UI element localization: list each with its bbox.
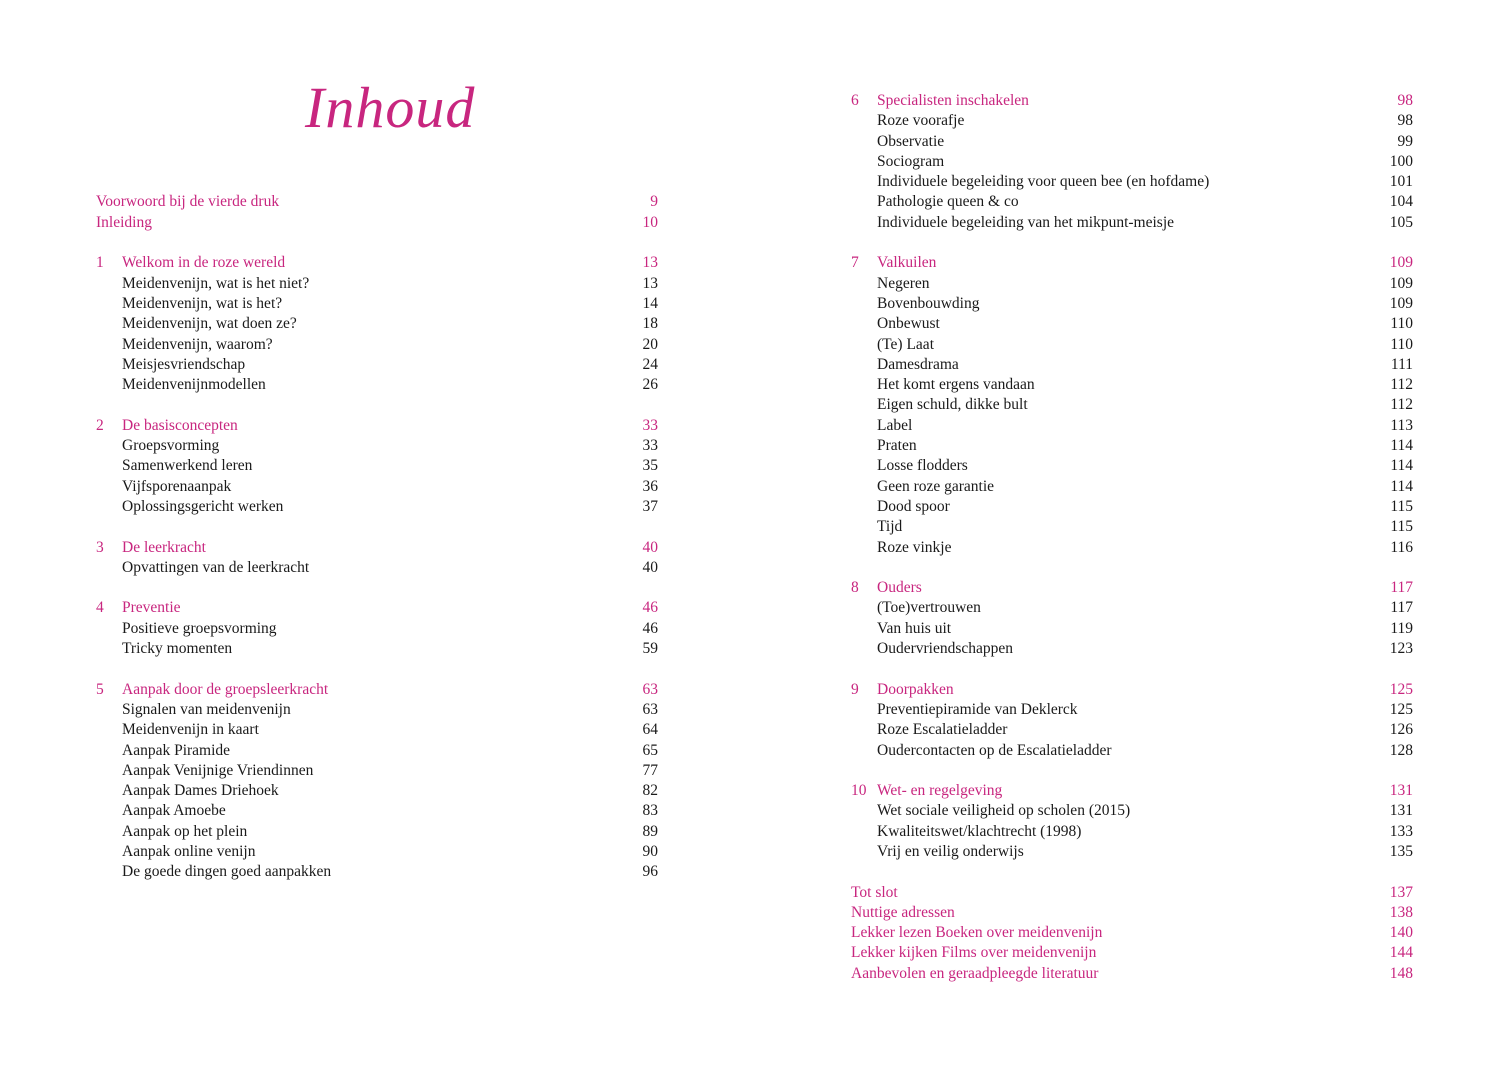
toc-entry-row bbox=[851, 294, 1413, 314]
toc-entry-title: Individuele begeleiding voor queen bee (en hofdame) bbox=[877, 173, 1210, 191]
page-number: 125 bbox=[1389, 680, 1413, 698]
page-number: 112 bbox=[1390, 376, 1413, 394]
toc-spacer bbox=[851, 558, 1413, 578]
toc-entry-row bbox=[96, 720, 658, 740]
toc-entry-title: (Te) Laat bbox=[877, 335, 934, 353]
page-number: 99 bbox=[1397, 132, 1413, 150]
toc-entry-row bbox=[851, 152, 1413, 172]
toc-entry-title: Aanpak Dames Driehoek bbox=[122, 782, 279, 800]
toc-entry-title: Doorpakken bbox=[877, 680, 954, 698]
toc-entry-row bbox=[851, 538, 1413, 558]
toc-entry-title: Aanpak op het plein bbox=[122, 822, 248, 840]
page-number: 24 bbox=[642, 355, 658, 373]
page-number: 117 bbox=[1390, 579, 1413, 597]
toc-entry-title: Preventie bbox=[122, 599, 181, 617]
toc-entry-title: Roze Escalatieladder bbox=[877, 721, 1008, 739]
toc-entry-title: Preventiepiramide van Deklerck bbox=[877, 700, 1078, 718]
toc-entry-title: Inleiding bbox=[96, 213, 152, 231]
page-number: 131 bbox=[1389, 782, 1413, 800]
page-number: 109 bbox=[1389, 274, 1413, 292]
toc-entry-row bbox=[851, 375, 1413, 395]
toc-entry-row bbox=[851, 172, 1413, 192]
toc-chapter-row bbox=[96, 680, 658, 700]
toc-entry-title: Vrij en veilig onderwijs bbox=[877, 842, 1024, 860]
toc-entry-title: Wet- en regelgeving bbox=[877, 782, 1003, 800]
toc-entry-row bbox=[851, 741, 1413, 761]
toc-entry-title: Kwaliteitswet/klachtrecht (1998) bbox=[877, 822, 1082, 840]
chapter-number: 9 bbox=[851, 680, 859, 698]
chapter-number: 2 bbox=[96, 416, 104, 434]
toc-entry-title: Aanpak Amoebe bbox=[122, 802, 226, 820]
toc-spacer bbox=[96, 172, 658, 192]
page-number: 13 bbox=[642, 254, 658, 272]
toc-entry-title: Negeren bbox=[877, 274, 930, 292]
toc-entry-title: Aanbevolen en geraadpleegde literatuur bbox=[851, 964, 1099, 982]
page-number: 137 bbox=[1389, 883, 1413, 901]
page-number: 110 bbox=[1390, 315, 1413, 333]
page-number: 117 bbox=[1390, 599, 1413, 617]
toc-entry-title: Oudervriendschappen bbox=[877, 640, 1014, 658]
toc-entry-row bbox=[851, 598, 1413, 618]
toc-entry-row bbox=[96, 741, 658, 761]
toc-chapter-row bbox=[851, 781, 1413, 801]
toc-entry-row bbox=[851, 436, 1413, 456]
page-number: 65 bbox=[642, 741, 658, 759]
toc-entry-row bbox=[96, 477, 658, 497]
toc-chapter-row bbox=[851, 680, 1413, 700]
toc-entry-title: Meidenvenijn, wat is het? bbox=[122, 294, 283, 312]
toc-entry-title: Observatie bbox=[877, 132, 945, 150]
toc-entry-row bbox=[851, 842, 1413, 862]
page-number: 18 bbox=[642, 315, 658, 333]
page-number: 40 bbox=[642, 538, 658, 556]
toc-entry-row bbox=[851, 517, 1413, 537]
toc-entry-row bbox=[96, 761, 658, 781]
toc-entry-row bbox=[851, 213, 1413, 233]
page-number: 126 bbox=[1389, 721, 1413, 739]
toc-spacer bbox=[96, 152, 658, 172]
chapter-number: 4 bbox=[96, 599, 104, 617]
toc-entry-row bbox=[96, 375, 658, 395]
toc-entry-title: Voorwoord bij de vierde druk bbox=[96, 193, 280, 211]
page-number: 64 bbox=[642, 721, 658, 739]
toc-spacer bbox=[851, 761, 1413, 781]
toc-spacer bbox=[96, 132, 658, 152]
chapter-number: 6 bbox=[851, 92, 859, 109]
toc-entry-title: Samenwerkend leren bbox=[122, 457, 253, 475]
toc-entry-title: Label bbox=[877, 416, 913, 434]
toc-entry-title: Losse flodders bbox=[877, 457, 968, 475]
page-number: 13 bbox=[642, 274, 658, 292]
toc-entry-title: De goede dingen goed aanpakken bbox=[122, 863, 332, 881]
toc-entry-title: Lekker kijken Films over meidenvenijn bbox=[851, 944, 1097, 962]
toc-entry-title: (Toe)vertrouwen bbox=[877, 599, 981, 617]
toc-entry-title: Meidenvenijn in kaart bbox=[122, 721, 259, 739]
toc-entry-row bbox=[96, 619, 658, 639]
toc-entry-row bbox=[96, 335, 658, 355]
toc-entry-row bbox=[851, 314, 1413, 334]
page-number: 10 bbox=[642, 213, 658, 231]
page-number: 123 bbox=[1389, 640, 1413, 658]
toc-chapter-row bbox=[851, 91, 1413, 111]
toc-entry-title: Nuttige adressen bbox=[851, 903, 955, 921]
toc-entry-row bbox=[851, 335, 1413, 355]
chapter-number: 5 bbox=[96, 680, 104, 698]
chapter-number: 10 bbox=[851, 782, 867, 800]
page-number: 37 bbox=[642, 497, 658, 515]
page-number: 110 bbox=[1390, 335, 1413, 353]
toc-section-row bbox=[851, 903, 1413, 923]
page-number: 128 bbox=[1389, 741, 1413, 759]
toc-entry-row bbox=[851, 111, 1413, 131]
page-number: 114 bbox=[1390, 477, 1413, 495]
toc-entry-title: Specialisten inschakelen bbox=[877, 92, 1029, 109]
page-number: 36 bbox=[642, 477, 658, 495]
toc-entry-row bbox=[851, 395, 1413, 415]
page-number: 144 bbox=[1389, 944, 1413, 962]
toc-entry-row bbox=[96, 355, 658, 375]
page-number: 35 bbox=[642, 457, 658, 475]
page-number: 113 bbox=[1390, 416, 1413, 434]
page-number: 59 bbox=[642, 640, 658, 658]
toc-entry-title: Bovenbouwding bbox=[877, 294, 980, 312]
page-number: 14 bbox=[642, 294, 658, 312]
toc-entry-title: De basisconcepten bbox=[122, 416, 238, 434]
toc-entry-row bbox=[96, 274, 658, 294]
toc-entry-row bbox=[851, 192, 1413, 212]
toc-entry-title: Oplossingsgericht werken bbox=[122, 497, 284, 515]
page-number: 101 bbox=[1389, 173, 1413, 191]
toc-entry-row bbox=[96, 862, 658, 882]
chapter-number: 3 bbox=[96, 538, 104, 556]
page-number: 115 bbox=[1390, 518, 1413, 536]
toc-entry-row bbox=[96, 700, 658, 720]
page-number: 63 bbox=[642, 700, 658, 718]
toc-entry-title: Wet sociale veiligheid op scholen (2015) bbox=[877, 802, 1131, 820]
toc-chapter-row bbox=[96, 416, 658, 436]
toc-entry-row bbox=[851, 355, 1413, 375]
page-number: 96 bbox=[642, 863, 658, 881]
toc-entry-row bbox=[851, 619, 1413, 639]
toc-entry-row bbox=[96, 436, 658, 456]
toc-entry-title: De leerkracht bbox=[122, 538, 206, 556]
page-number: 116 bbox=[1390, 538, 1413, 556]
page-number: 46 bbox=[642, 619, 658, 637]
page-number: 133 bbox=[1389, 822, 1413, 840]
toc-entry-title: Sociogram bbox=[877, 152, 945, 170]
toc-entry-title: Meidenvenijn, wat is het niet? bbox=[122, 274, 310, 292]
toc-spacer bbox=[851, 233, 1413, 253]
toc-entry-title: Dood spoor bbox=[877, 497, 950, 515]
toc-entry-row bbox=[851, 274, 1413, 294]
toc-right-column bbox=[851, 91, 1413, 984]
toc-entry-title: Welkom in de roze wereld bbox=[122, 254, 286, 272]
page-number: 135 bbox=[1389, 842, 1413, 860]
page-number: 83 bbox=[642, 802, 658, 820]
toc-section-row bbox=[96, 213, 658, 233]
toc-spacer bbox=[96, 659, 658, 679]
toc-entry-title: Meidenvenijnmodellen bbox=[122, 376, 266, 394]
toc-entry-title: Tricky momenten bbox=[122, 640, 233, 658]
toc-entry-title: Groepsvorming bbox=[122, 437, 220, 455]
toc-entry-row bbox=[96, 314, 658, 334]
toc-entry-title: Van huis uit bbox=[877, 619, 952, 637]
toc-entry-title: Meidenvenijn, waarom? bbox=[122, 335, 273, 353]
toc-chapter-row bbox=[96, 538, 658, 558]
page-number: 131 bbox=[1389, 802, 1413, 820]
toc-entry-row bbox=[96, 801, 658, 821]
toc-entry-title: Roze vinkje bbox=[877, 538, 952, 556]
toc-spacer bbox=[851, 862, 1413, 882]
toc-entry-row bbox=[96, 497, 658, 517]
toc-spacer bbox=[96, 91, 658, 111]
toc-entry-title: Roze voorafje bbox=[877, 112, 965, 130]
page-number: 82 bbox=[642, 782, 658, 800]
toc-entry-title: Vijfsporenaanpak bbox=[122, 477, 232, 495]
chapter-number: 1 bbox=[96, 254, 104, 272]
toc-spacer bbox=[96, 395, 658, 415]
toc-spacer bbox=[96, 233, 658, 253]
toc-entry-row bbox=[851, 801, 1413, 821]
toc-entry-row bbox=[851, 639, 1413, 659]
page-number: 138 bbox=[1389, 903, 1413, 921]
toc-entry-row bbox=[96, 558, 658, 578]
toc-entry-title: Geen roze garantie bbox=[877, 477, 995, 495]
toc-entry-title: Damesdrama bbox=[877, 355, 959, 373]
toc-entry-row bbox=[851, 477, 1413, 497]
page-number: 98 bbox=[1397, 112, 1413, 130]
toc-spacer bbox=[96, 578, 658, 598]
page-title: Inhoud bbox=[305, 75, 476, 140]
toc-entry-title: Aanpak Piramide bbox=[122, 741, 231, 759]
toc-entry-title: Eigen schuld, dikke bult bbox=[877, 396, 1028, 414]
toc-entry-row bbox=[851, 822, 1413, 842]
page-number: 9 bbox=[650, 193, 658, 211]
toc-entry-title: Meidenvenijn, wat doen ze? bbox=[122, 315, 297, 333]
toc-entry-row bbox=[851, 416, 1413, 436]
toc-entry-row bbox=[851, 720, 1413, 740]
toc-entry-row bbox=[851, 132, 1413, 152]
chapter-number: 7 bbox=[851, 254, 859, 272]
page-number: 46 bbox=[642, 599, 658, 617]
page-number: 26 bbox=[642, 376, 658, 394]
toc-entry-title: Meisjesvriendschap bbox=[122, 355, 246, 373]
toc-entry-row bbox=[96, 456, 658, 476]
page-number: 109 bbox=[1389, 294, 1413, 312]
page-number: 20 bbox=[642, 335, 658, 353]
page-number: 90 bbox=[642, 842, 658, 860]
toc-entry-title: Tot slot bbox=[851, 883, 898, 901]
toc-entry-row bbox=[851, 497, 1413, 517]
toc-entry-row bbox=[851, 456, 1413, 476]
toc-section-row bbox=[851, 923, 1413, 943]
page-number: 112 bbox=[1390, 396, 1413, 414]
toc-entry-title: Opvattingen van de leerkracht bbox=[122, 558, 310, 576]
toc-entry-title: Oudercontacten op de Escalatieladder bbox=[877, 741, 1112, 759]
toc-entry-title: Het komt ergens vandaan bbox=[877, 376, 1035, 394]
page-number: 33 bbox=[642, 437, 658, 455]
page-number: 89 bbox=[642, 822, 658, 840]
toc-section-row bbox=[96, 192, 658, 212]
page-number: 105 bbox=[1389, 213, 1413, 231]
chapter-number: 8 bbox=[851, 579, 859, 597]
toc-entry-row bbox=[96, 822, 658, 842]
page-number: 63 bbox=[642, 680, 658, 698]
toc-section-row bbox=[851, 964, 1413, 984]
toc-section-row bbox=[851, 883, 1413, 903]
toc-section-row bbox=[851, 943, 1413, 963]
toc-spacer bbox=[96, 111, 658, 131]
toc-chapter-row bbox=[96, 253, 658, 273]
page-number: 119 bbox=[1390, 619, 1413, 637]
page-number: 140 bbox=[1389, 924, 1413, 942]
toc-entry-title: Valkuilen bbox=[877, 254, 937, 272]
page-number: 98 bbox=[1397, 92, 1413, 109]
page-number: 114 bbox=[1390, 457, 1413, 475]
page-number: 104 bbox=[1389, 193, 1413, 211]
page-number: 100 bbox=[1389, 152, 1413, 170]
page-number: 33 bbox=[642, 416, 658, 434]
toc-entry-title: Aanpak door de groepsleerkracht bbox=[122, 680, 329, 698]
page-number: 40 bbox=[642, 558, 658, 576]
page-number: 115 bbox=[1390, 497, 1413, 515]
toc-entry-title: Signalen van meidenvenijn bbox=[122, 700, 291, 718]
page-number: 109 bbox=[1389, 254, 1413, 272]
toc-entry-title: Ouders bbox=[877, 579, 922, 597]
toc-entry-title: Tijd bbox=[877, 518, 903, 536]
toc-entry-title: Pathologie queen & co bbox=[877, 193, 1019, 211]
page-number: 111 bbox=[1390, 355, 1413, 373]
toc-spacer bbox=[851, 659, 1413, 679]
toc-entry-row bbox=[96, 842, 658, 862]
toc-entry-title: Individuele begeleiding van het mikpunt-meisje bbox=[877, 213, 1175, 231]
toc-entry-row bbox=[96, 294, 658, 314]
page-number: 148 bbox=[1389, 964, 1413, 982]
toc-entry-row bbox=[96, 781, 658, 801]
page-number: 114 bbox=[1390, 437, 1413, 455]
page-number: 77 bbox=[642, 761, 658, 779]
toc-spacer bbox=[96, 517, 658, 537]
toc-entry-title: Lekker lezen Boeken over meidenvenijn bbox=[851, 924, 1103, 942]
toc-entry-row bbox=[96, 639, 658, 659]
toc-entry-title: Aanpak online venijn bbox=[122, 842, 256, 860]
toc-chapter-row bbox=[96, 598, 658, 618]
toc-entry-title: Praten bbox=[877, 437, 917, 455]
toc-chapter-row bbox=[851, 578, 1413, 598]
toc-entry-title: Aanpak Venijnige Vriendinnen bbox=[122, 761, 314, 779]
toc-entry-title: Onbewust bbox=[877, 315, 940, 333]
toc-chapter-row bbox=[851, 253, 1413, 273]
page-number: 125 bbox=[1389, 700, 1413, 718]
toc-entry-title: Positieve groepsvorming bbox=[122, 619, 277, 637]
toc-entry-row bbox=[851, 700, 1413, 720]
toc-left-column bbox=[96, 91, 658, 883]
